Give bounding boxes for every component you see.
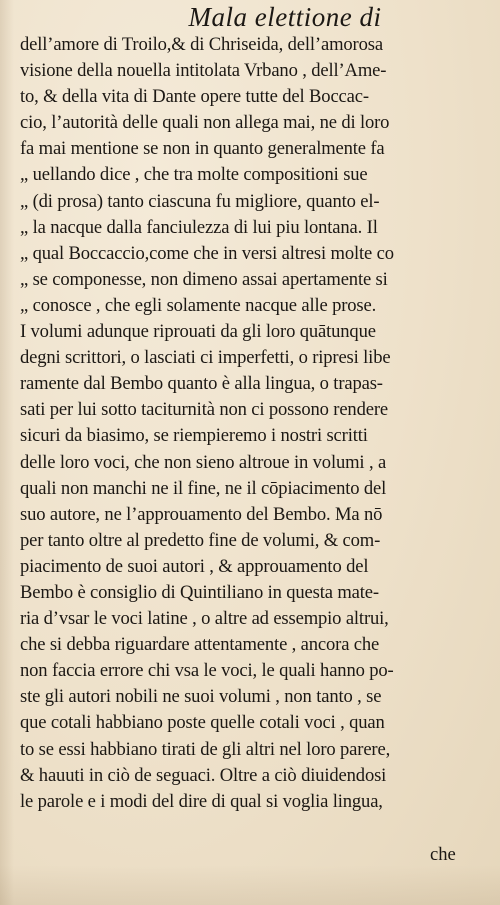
page-edge-shadow	[0, 0, 14, 905]
text-line: fa mai mentione se non in quanto generalmente fa	[20, 138, 385, 160]
text-line: ria d’vsar le voci latine , o altre ad essempio altrui,	[20, 608, 389, 630]
text-line: piacimento de suoi autori , & approuamento del	[20, 555, 369, 577]
text-line: suo autore, ne l’approuamento del Bembo. Ma nō	[20, 503, 383, 525]
running-head-text: Mala elettione di	[188, 2, 382, 32]
text-line: ramente dal Bembo quanto è alla lingua, o trapas-	[20, 373, 383, 395]
text-line: „ se componesse, non dimeno assai apertamente si	[20, 268, 388, 290]
text-line: to se essi habbiano tirati de gli altri nel loro parere,	[20, 738, 391, 760]
text-line: to, & della vita di Dante opere tutte del Boccac-	[20, 86, 369, 108]
body-text	[20, 32, 498, 815]
text-line: degni scrittori, o lasciati ci imperfetti, o ripresi libe	[20, 347, 391, 369]
text-line: I volumi adunque riprouati da gli loro quātunque	[20, 321, 376, 343]
running-head	[0, 2, 500, 32]
text-line: „ conosce , che egli solamente nacque alle prose.	[20, 294, 377, 316]
text-line: „ qual Boccaccio,come che in versi altresi molte co	[20, 242, 394, 264]
text-line: sati per lui sotto taciturnità non ci possono rendere	[20, 399, 388, 421]
text-line: le parole e i modi del dire di qual si voglia lingua,	[20, 790, 383, 812]
text-line: & hauuti in ciò de seguaci. Oltre a ciò diuidendosi	[20, 764, 387, 786]
text-line: „ (di prosa) tanto ciascuna fu migliore, quanto el-	[20, 190, 380, 212]
text-line: „ uellando dice , che tra molte compositioni sue	[20, 164, 368, 186]
text-line: per tanto oltre al predetto fine de volumi, & com-	[20, 529, 381, 551]
text-line: quali non manchi ne il fine, ne il cōpiacimento del	[20, 477, 387, 499]
text-line: dell’amore di Troilo,& di Chriseida, dell’amorosa	[20, 34, 383, 55]
text-line: cio, l’autorità delle quali non allega mai, ne di loro	[20, 112, 390, 134]
page-bottom-shadow	[0, 865, 500, 905]
text-line: che si debba riguardare attentamente , ancora che	[20, 634, 380, 656]
text-line: que cotali habbiano poste quelle cotali voci , quan	[20, 712, 385, 734]
text-line: visione della nouella intitolata Vrbano , dell’Ame-	[20, 60, 387, 82]
text-line: Bembo è consiglio di Quintiliano in questa mate-	[20, 581, 379, 603]
text-line: sicuri da biasimo, se riempieremo i nostri scritti	[20, 425, 368, 447]
catchword: che	[430, 844, 456, 865]
text-line: „ la nacque dalla fanciulezza di lui piu lontana. Il	[20, 216, 378, 238]
text-line: ste gli autori nobili ne suoi volumi , non tanto , se	[20, 686, 382, 708]
text-line: delle loro voci, che non sieno altroue in volumi , a	[20, 451, 387, 473]
text-line: non faccia errore chi vsa le voci, le quali hanno po-	[20, 660, 394, 682]
